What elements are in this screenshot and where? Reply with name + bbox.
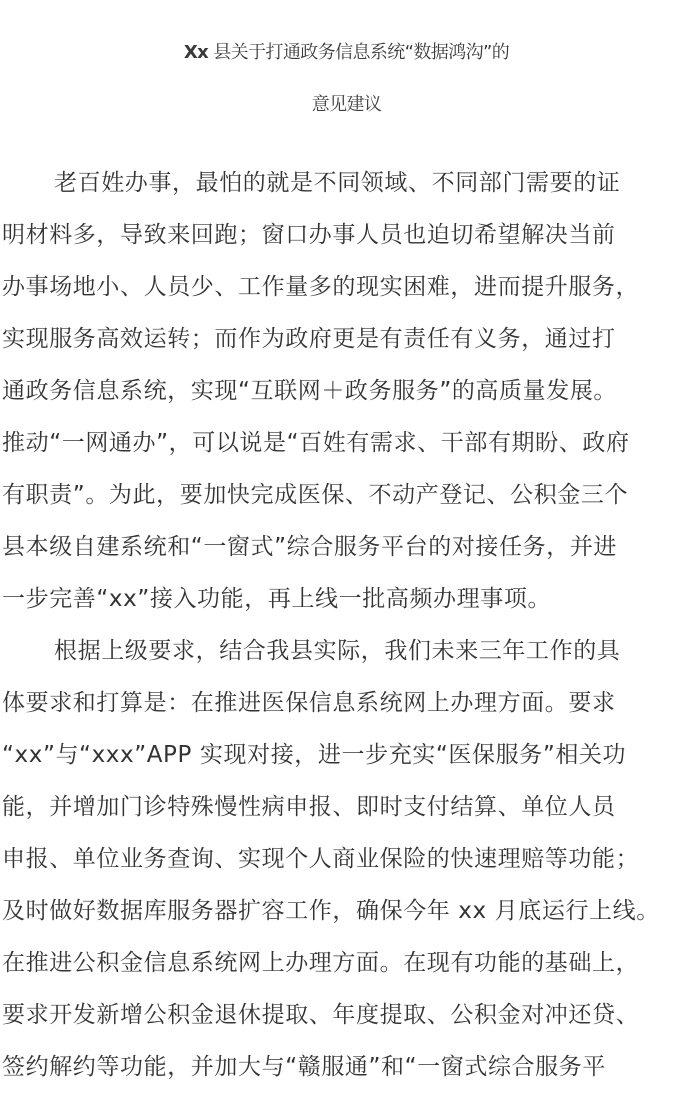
paragraph-2-line-6: 及时做好数据库服务器扩容工作，确保今年 xx 月底运行上线。: [2, 898, 660, 924]
paragraph-1-line-2: 明材料多，导致来回跑；窗口办事人员也迫切希望解决当前: [2, 222, 616, 248]
paragraph-2-line-9: 签约解约等功能，并加大与“赣服通”和“一窗式综合服务平: [2, 1054, 606, 1080]
paragraph-1-line-5: 通政务信息系统，实现“互联网＋政务服务”的高质量发展。: [2, 378, 618, 404]
paragraph-1-line-4: 实现服务高效运转；而作为政府更是有责任有义务，通过打: [2, 326, 616, 352]
document-title-line-1: [0, 27, 693, 79]
paragraph-2-line-2: 体要求和打算是：在推进医保信息系统网上办理方面。要求: [2, 690, 616, 716]
paragraph-1-line-6: 推动“一网通办”，可以说是“百姓有需求、干部有期盼、政府: [2, 430, 630, 456]
paragraph-2-line-3: “xx”与“xxx”APP 实现对接，进一步充实“医保服务”相关功: [2, 742, 627, 768]
title-text: 县关于打通政务信息系统“数据鸿沟”的: [208, 42, 510, 63]
paragraph-2-line-1: 根据上级要求，结合我县实际，我们未来三年工作的具: [54, 638, 621, 664]
paragraph-2-line-8: 要求开发新增公积金退休提取、年度提取、公积金对冲还贷、: [2, 1002, 640, 1028]
document-title-line-2: 意见建议: [311, 94, 382, 115]
paragraph-2-line-7: 在推进公积金信息系统网上办理方面。在现有功能的基础上，: [2, 950, 640, 976]
paragraph-2-line-4: 能，并增加门诊特殊慢性病申报、即时支付结算、单位人员: [2, 794, 616, 820]
paragraph-1-line-8: 县本级自建系统和“一窗式”综合服务平台的对接任务，并进: [2, 534, 618, 560]
paragraph-2-line-5: 申报、单位业务查询、实现个人商业保险的快速理赔等功能；: [2, 846, 640, 872]
paragraph-1-line-7: 有职责”。为此，要加快完成医保、不动产登记、公积金三个: [2, 482, 629, 508]
title-county-prefix: Xx: [183, 42, 209, 63]
paragraph-1-line-9: 一步完善“xx”接入功能，再上线一批高频办理事项。: [2, 586, 552, 612]
paragraph-1-line-1: 老百姓办事，最怕的就是不同领域、不同部门需要的证: [54, 170, 621, 196]
paragraph-1-line-3: 办事场地小、人员少、工作量多的现实困难，进而提升服务，: [2, 274, 640, 300]
